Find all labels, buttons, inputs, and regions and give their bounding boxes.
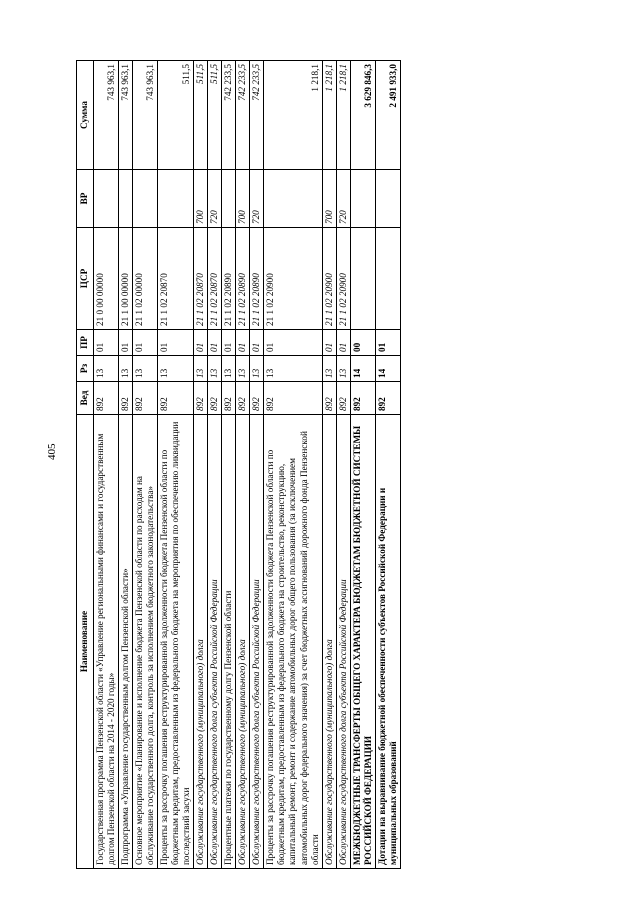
cell-ved: 892 — [322, 382, 336, 415]
cell-rz: 13 — [119, 356, 133, 382]
cell-ved: 892 — [222, 382, 236, 415]
cell-rz: 13 — [133, 356, 158, 382]
table-row — [250, 61, 264, 869]
cell-csr: 21 0 00 00000 — [94, 228, 119, 330]
cell-name: МЕЖБЮДЖЕТНЫЕ ТРАНСФЕРТЫ ОБЩЕГО ХАРАКТЕРА БЮДЖЕТАМ БЮДЖЕТНОЙ СИСТЕМЫ РОССИЙСКОЙ ФЕДЕРАЦИИ — [350, 415, 375, 869]
cell-rz: 13 — [158, 356, 194, 382]
rotated-table-container — [76, 61, 546, 869]
cell-name: Проценты за рассрочку погашения реструктурированной задолженности бюджета Пензенской области по бюджетным кредитам, предоставленным из федерального бюджета на строительство, реконструкцию, капитальный ремонт, ремонт и содержание автомобильных дорог общего пользования (за исключением автомобильных дорог федерального значения) за счет бюджетных ассигнований дорожного фонда Пензенской области — [264, 415, 322, 869]
cell-sum: 2 491 933,0 — [375, 61, 400, 170]
cell-vr — [133, 170, 158, 228]
cell-name: Проценты за рассрочку погашения реструктурированной задолженности бюджета Пензенской области по бюджетным кредитам, предоставленным из федерального бюджета на мероприятия по обеспечению ликвидации последствий засухи — [158, 415, 194, 869]
cell-sum: 742 233,5 — [222, 61, 236, 170]
cell-csr: 21 1 02 20900 — [322, 228, 336, 330]
cell-sum: 1 218,1 — [322, 61, 336, 170]
cell-name: Обслуживание государственного долга субъекта Российской Федерации — [208, 415, 222, 869]
cell-name: Обслуживание государственного долга субъекта Российской Федерации — [336, 415, 350, 869]
cell-rz: 13 — [250, 356, 264, 382]
cell-csr: 21 1 02 20890 — [250, 228, 264, 330]
table-row — [264, 61, 322, 869]
table-row — [208, 61, 222, 869]
cell-sum: 511,5 — [208, 61, 222, 170]
cell-csr: 21 1 02 20890 — [222, 228, 236, 330]
cell-name: Обслуживание государственного (муниципального) долга — [194, 415, 208, 869]
cell-csr — [375, 228, 400, 330]
cell-pr: 01 — [194, 330, 208, 356]
table-row — [119, 61, 133, 869]
cell-sum: 3 629 846,3 — [350, 61, 375, 170]
table-row — [94, 61, 119, 869]
cell-name: Государственная программа Пензенской области «Управление региональными финансами и государственным долгом Пензенской области на 2014 - 2020 годы» — [94, 415, 119, 869]
header-sum: Сумма — [77, 61, 94, 170]
cell-name: Обслуживание государственного долга субъекта Российской Федерации — [250, 415, 264, 869]
cell-sum: 743 963,1 — [94, 61, 119, 170]
cell-pr: 01 — [133, 330, 158, 356]
page-number: 405 — [46, 443, 58, 460]
cell-sum: 743 963,1 — [133, 61, 158, 170]
cell-vr: 720 — [250, 170, 264, 228]
cell-pr: 00 — [350, 330, 375, 356]
cell-pr: 01 — [208, 330, 222, 356]
cell-ved: 892 — [264, 382, 322, 415]
cell-sum: 511,5 — [158, 61, 194, 170]
table-row — [350, 61, 375, 869]
table-body — [94, 61, 401, 869]
cell-ved: 892 — [119, 382, 133, 415]
cell-ved: 892 — [350, 382, 375, 415]
cell-ved: 892 — [236, 382, 250, 415]
cell-ved: 892 — [208, 382, 222, 415]
cell-ved: 892 — [158, 382, 194, 415]
cell-pr: 01 — [158, 330, 194, 356]
cell-pr: 01 — [119, 330, 133, 356]
cell-rz: 14 — [375, 356, 400, 382]
cell-sum: 743 963,1 — [119, 61, 133, 170]
cell-vr — [350, 170, 375, 228]
header-csr: ЦСР — [77, 228, 94, 330]
cell-rz: 13 — [194, 356, 208, 382]
table-row — [375, 61, 400, 869]
cell-vr — [375, 170, 400, 228]
cell-ved: 892 — [336, 382, 350, 415]
cell-rz: 13 — [336, 356, 350, 382]
cell-rz: 14 — [350, 356, 375, 382]
table-row — [158, 61, 194, 869]
cell-ved: 892 — [194, 382, 208, 415]
cell-name: Дотации на выравнивание бюджетной обеспеченности субъектов Российской Федерации и муниципальных образований — [375, 415, 400, 869]
cell-ved: 892 — [375, 382, 400, 415]
cell-ved: 892 — [133, 382, 158, 415]
table-row — [336, 61, 350, 869]
cell-pr: 01 — [236, 330, 250, 356]
cell-vr: 700 — [194, 170, 208, 228]
cell-csr: 21 1 02 20870 — [158, 228, 194, 330]
cell-rz: 13 — [264, 356, 322, 382]
cell-pr: 01 — [250, 330, 264, 356]
budget-table — [76, 60, 401, 869]
cell-sum: 742 233,5 — [250, 61, 264, 170]
cell-sum: 1 218,1 — [336, 61, 350, 170]
cell-pr: 01 — [322, 330, 336, 356]
table-row — [194, 61, 208, 869]
cell-csr: 21 1 00 00000 — [119, 228, 133, 330]
cell-csr: 21 1 02 20900 — [264, 228, 322, 330]
cell-pr: 01 — [336, 330, 350, 356]
cell-vr — [119, 170, 133, 228]
cell-ved: 892 — [94, 382, 119, 415]
table-row — [236, 61, 250, 869]
table-header-row — [77, 61, 94, 869]
cell-vr — [94, 170, 119, 228]
cell-pr: 01 — [222, 330, 236, 356]
cell-name: Процентные платежи по государственному долгу Пензенской области — [222, 415, 236, 869]
cell-csr: 21 1 02 20900 — [336, 228, 350, 330]
cell-vr — [222, 170, 236, 228]
cell-vr: 720 — [336, 170, 350, 228]
cell-csr: 21 1 02 20870 — [208, 228, 222, 330]
header-vr: ВР — [77, 170, 94, 228]
cell-sum: 742 233,5 — [236, 61, 250, 170]
cell-csr — [350, 228, 375, 330]
cell-pr: 01 — [264, 330, 322, 356]
table-row — [133, 61, 158, 869]
cell-sum: 1 218,1 — [264, 61, 322, 170]
cell-csr: 21 1 02 20890 — [236, 228, 250, 330]
cell-vr — [158, 170, 194, 228]
cell-name: Обслуживание государственного (муниципального) долга — [322, 415, 336, 869]
cell-csr: 21 1 02 00000 — [133, 228, 158, 330]
cell-rz: 13 — [208, 356, 222, 382]
table-row — [322, 61, 336, 869]
cell-vr: 720 — [208, 170, 222, 228]
header-rz: Рз — [77, 356, 94, 382]
cell-rz: 13 — [236, 356, 250, 382]
cell-rz: 13 — [94, 356, 119, 382]
cell-ved: 892 — [250, 382, 264, 415]
cell-rz: 13 — [222, 356, 236, 382]
cell-vr — [264, 170, 322, 228]
header-pr: ПР — [77, 330, 94, 356]
cell-csr: 21 1 02 20870 — [194, 228, 208, 330]
cell-vr: 700 — [236, 170, 250, 228]
cell-sum: 511,5 — [194, 61, 208, 170]
header-name: Наименование — [77, 415, 94, 869]
cell-pr: 01 — [375, 330, 400, 356]
table-row — [222, 61, 236, 869]
cell-name: Подпрограмма «Управление государственным долгом Пензенской области» — [119, 415, 133, 869]
cell-pr: 01 — [94, 330, 119, 356]
cell-vr: 700 — [322, 170, 336, 228]
header-ved: Вед — [77, 382, 94, 415]
cell-name: Обслуживание государственного (муниципального) долга — [236, 415, 250, 869]
cell-rz: 13 — [322, 356, 336, 382]
cell-name: Основное мероприятие «Планирование и исполнение бюджета Пензенской области по расходам на обслуживание государственного долга, контроль за исполнением бюджетного законодательства» — [133, 415, 158, 869]
